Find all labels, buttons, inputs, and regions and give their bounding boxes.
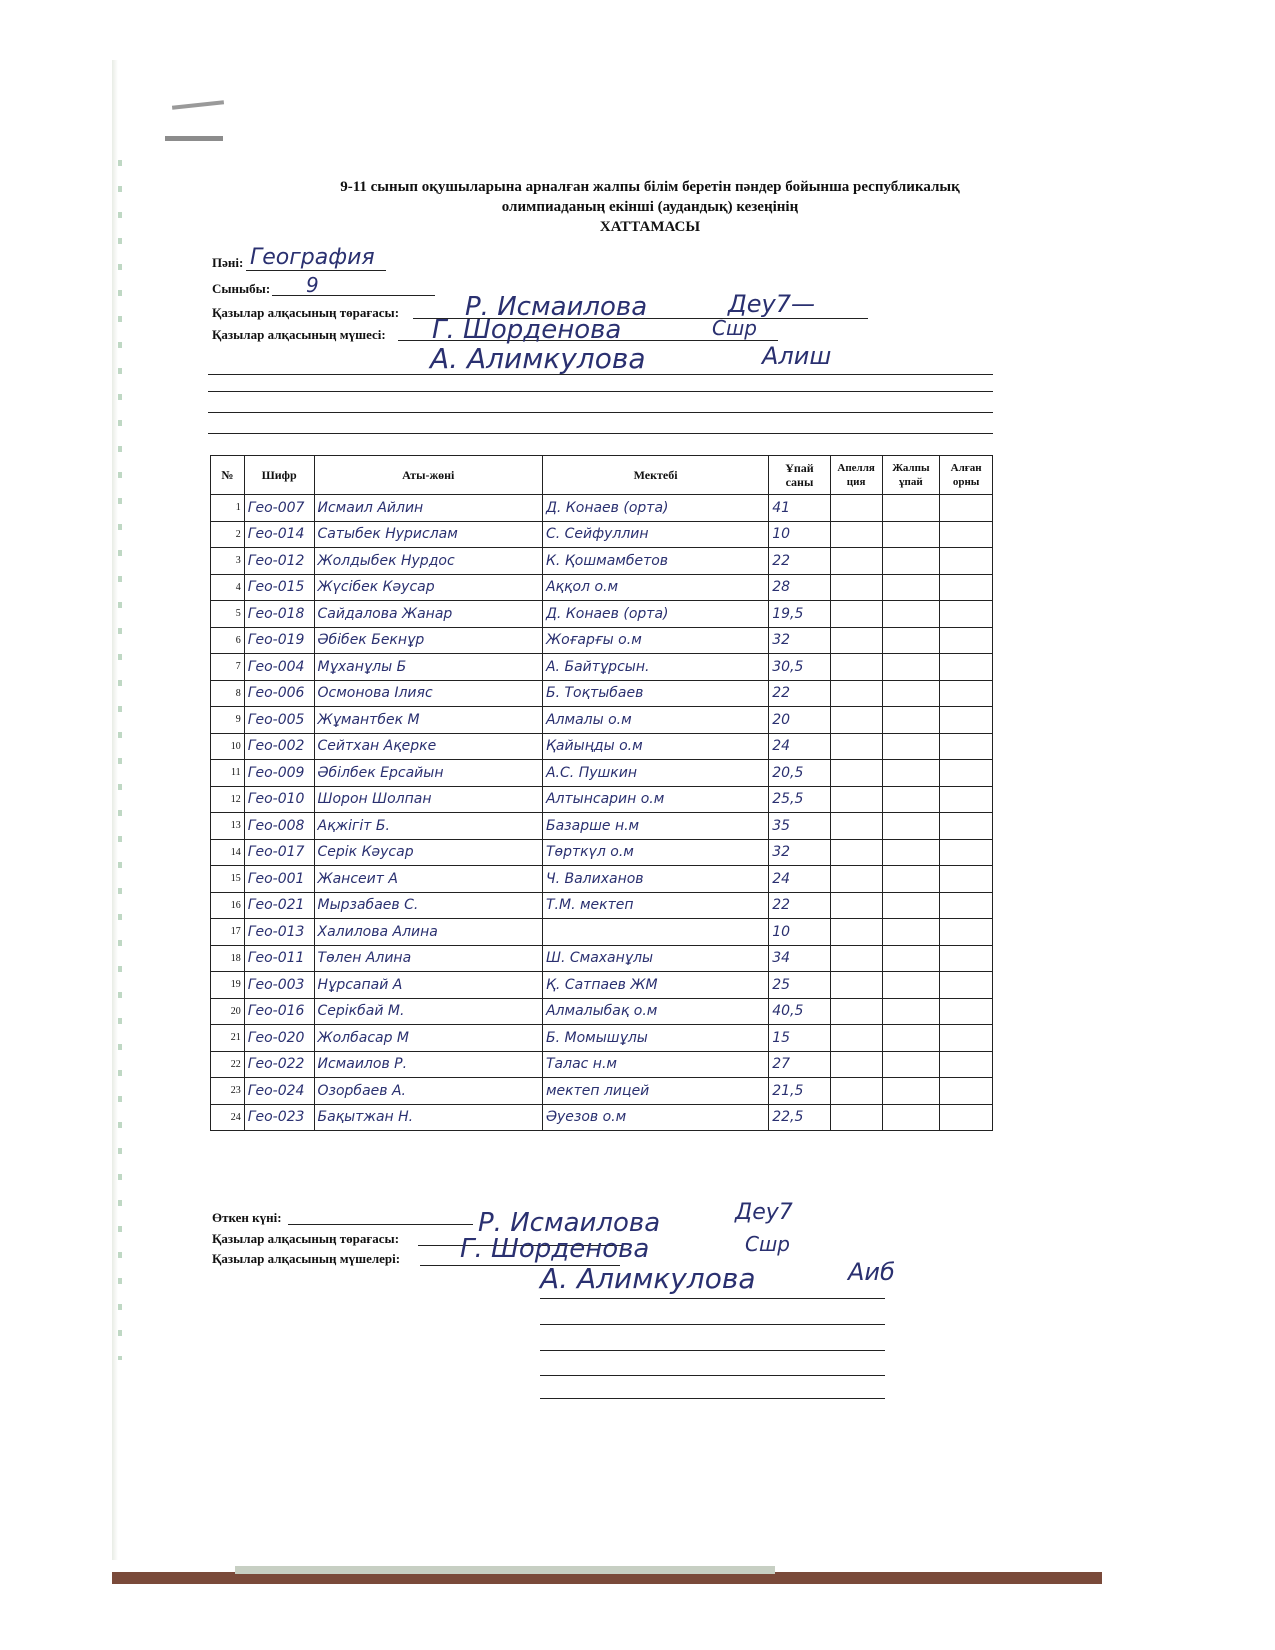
table-row: [211, 627, 993, 654]
row-appeal: [830, 998, 882, 1025]
row-name: Сейтхан Ақерке: [314, 733, 542, 760]
row-school: Алмалыбақ о.м: [542, 998, 768, 1025]
table-header-row: [211, 456, 993, 495]
row-appeal: [830, 627, 882, 654]
row-name: Осмонова Ілияс: [314, 680, 542, 707]
row-place: [940, 866, 993, 893]
row-code: Гео-023: [244, 1104, 314, 1131]
row-place: [940, 654, 993, 681]
table-row: [211, 1104, 993, 1131]
row-number: 14: [211, 839, 245, 866]
row-school: А.С. Пушкин: [542, 760, 768, 787]
row-place: [940, 839, 993, 866]
table-row: [211, 521, 993, 548]
row-school: [542, 919, 768, 946]
row-score: 19,5: [769, 601, 831, 628]
row-score: 32: [769, 627, 831, 654]
row-appeal: [830, 548, 882, 575]
row-number: 9: [211, 707, 245, 734]
row-name: Жансеит А: [314, 866, 542, 893]
blank-line: [540, 1298, 885, 1299]
row-number: 21: [211, 1025, 245, 1052]
row-appeal: [830, 839, 882, 866]
title-line-1: 9-11 сынып оқушыларына арналған жалпы білім беретін пәндер бойынша республикалық: [340, 179, 960, 195]
row-score: 20,5: [769, 760, 831, 787]
row-score: 25,5: [769, 786, 831, 813]
row-code: Гео-020: [244, 1025, 314, 1052]
row-name: Әбілбек Ерсайын: [314, 760, 542, 787]
row-appeal: [830, 972, 882, 999]
table-row: [211, 866, 993, 893]
row-total: [882, 707, 940, 734]
row-number: 19: [211, 972, 245, 999]
row-place: [940, 760, 993, 787]
table-row: [211, 839, 993, 866]
row-number: 3: [211, 548, 245, 575]
table-row: [211, 733, 993, 760]
row-name: Исмаил Айлин: [314, 495, 542, 522]
row-place: [940, 1025, 993, 1052]
row-total: [882, 733, 940, 760]
row-total: [882, 495, 940, 522]
row-name: Сайдалова Жанар: [314, 601, 542, 628]
footer-chair-value: Р. Исмаилова: [478, 1208, 661, 1238]
row-school: Алмалы о.м: [542, 707, 768, 734]
row-school: Т.М. мектеп: [542, 892, 768, 919]
row-total: [882, 1051, 940, 1078]
table-body: [211, 495, 993, 1131]
table-row: [211, 1078, 993, 1105]
row-number: 2: [211, 521, 245, 548]
row-total: [882, 839, 940, 866]
row-appeal: [830, 1025, 882, 1052]
row-school: Аққол о.м: [542, 574, 768, 601]
row-appeal: [830, 919, 882, 946]
col-total-header: Жалпы ұпай: [882, 456, 940, 495]
row-place: [940, 786, 993, 813]
row-score: 25: [769, 972, 831, 999]
row-name: Нұрсапай А: [314, 972, 542, 999]
row-school: А. Байтұрсын.: [542, 654, 768, 681]
row-code: Гео-007: [244, 495, 314, 522]
row-number: 24: [211, 1104, 245, 1131]
row-total: [882, 786, 940, 813]
row-code: Гео-014: [244, 521, 314, 548]
row-place: [940, 1104, 993, 1131]
row-name: Серікбай М.: [314, 998, 542, 1025]
col-code-header: Шифр: [244, 456, 314, 495]
row-score: 32: [769, 839, 831, 866]
row-name: Әбібек Бекнұр: [314, 627, 542, 654]
row-total: [882, 760, 940, 787]
row-number: 5: [211, 601, 245, 628]
row-total: [882, 1104, 940, 1131]
row-place: [940, 998, 993, 1025]
row-total: [882, 627, 940, 654]
row-appeal: [830, 945, 882, 972]
row-name: Исмаилов Р.: [314, 1051, 542, 1078]
row-appeal: [830, 495, 882, 522]
row-school: Жоғарғы о.м: [542, 627, 768, 654]
row-total: [882, 972, 940, 999]
table-row: [211, 972, 993, 999]
blank-line: [540, 1324, 885, 1325]
row-place: [940, 601, 993, 628]
row-code: Гео-004: [244, 654, 314, 681]
row-score: 30,5: [769, 654, 831, 681]
row-name: Жүсібек Кәусар: [314, 574, 542, 601]
row-total: [882, 919, 940, 946]
row-number: 13: [211, 813, 245, 840]
row-place: [940, 680, 993, 707]
row-number: 18: [211, 945, 245, 972]
row-name: Халилова Алина: [314, 919, 542, 946]
table-row: [211, 680, 993, 707]
row-place: [940, 521, 993, 548]
blank-line: [540, 1350, 885, 1351]
row-total: [882, 998, 940, 1025]
row-school: Б. Момышұлы: [542, 1025, 768, 1052]
row-number: 1: [211, 495, 245, 522]
col-number-header: №: [211, 456, 245, 495]
chair-label: Қазылар алқасының төрағасы:: [212, 305, 400, 320]
row-school: Қ. Сатпаев ЖМ: [542, 972, 768, 999]
grade-underline: [272, 295, 435, 296]
title-line-2: олимпиаданың екінші (аудандық) кезеңінің: [501, 199, 799, 215]
underlying-paper-edge: [235, 1566, 775, 1574]
row-school: Төрткүл о.м: [542, 839, 768, 866]
footer-member-2-signature: Аиб: [848, 1258, 895, 1286]
row-code: Гео-018: [244, 601, 314, 628]
row-name: Шорон Шолпан: [314, 786, 542, 813]
row-score: 24: [769, 866, 831, 893]
row-school: К. Қошмамбетов: [542, 548, 768, 575]
col-place-header: Алған орны: [940, 456, 993, 495]
row-place: [940, 495, 993, 522]
row-number: 20: [211, 998, 245, 1025]
row-total: [882, 601, 940, 628]
row-score: 27: [769, 1051, 831, 1078]
row-appeal: [830, 601, 882, 628]
row-school: Базарше н.м: [542, 813, 768, 840]
row-name: Бақытжан Н.: [314, 1104, 542, 1131]
table-row: [211, 813, 993, 840]
row-total: [882, 945, 940, 972]
row-number: 4: [211, 574, 245, 601]
grade-value: 9: [306, 273, 319, 297]
member-2-value: А. Алимкулова: [430, 342, 646, 375]
table-row: [211, 1051, 993, 1078]
row-school: Талас н.м: [542, 1051, 768, 1078]
footer-member-2-value: А. Алимкулова: [540, 1262, 756, 1295]
row-name: Мырзабаев С.: [314, 892, 542, 919]
row-school: Ш. Смаханұлы: [542, 945, 768, 972]
row-total: [882, 521, 940, 548]
row-code: Гео-022: [244, 1051, 314, 1078]
results-table: [210, 455, 993, 1131]
row-code: Гео-001: [244, 866, 314, 893]
row-code: Гео-019: [244, 627, 314, 654]
row-school: Алтынсарин о.м: [542, 786, 768, 813]
row-code: Гео-024: [244, 1078, 314, 1105]
row-number: 10: [211, 733, 245, 760]
row-school: Ч. Валиханов: [542, 866, 768, 893]
row-score: 35: [769, 813, 831, 840]
blank-line: [208, 412, 993, 413]
document-title: [150, 177, 1150, 237]
row-total: [882, 813, 940, 840]
title-line-3: ХАТТАМАСЫ: [599, 219, 701, 235]
row-place: [940, 548, 993, 575]
row-total: [882, 1078, 940, 1105]
row-score: 28: [769, 574, 831, 601]
row-number: 6: [211, 627, 245, 654]
table-row: [211, 654, 993, 681]
table-row: [211, 892, 993, 919]
row-code: Гео-010: [244, 786, 314, 813]
chair-value: Р. Исмаилова: [465, 292, 648, 322]
blank-line: [208, 374, 993, 375]
footer-member-1-signature: Сшр: [745, 1232, 790, 1256]
row-total: [882, 654, 940, 681]
blank-line: [208, 391, 993, 392]
row-number: 7: [211, 654, 245, 681]
row-name: Мұханұлы Б: [314, 654, 542, 681]
row-code: Гео-005: [244, 707, 314, 734]
row-appeal: [830, 892, 882, 919]
row-score: 22: [769, 680, 831, 707]
row-appeal: [830, 707, 882, 734]
row-total: [882, 866, 940, 893]
row-name: Төлен Алина: [314, 945, 542, 972]
col-appeal-header: Апелля ция: [830, 456, 882, 495]
row-score: 22: [769, 892, 831, 919]
row-number: 12: [211, 786, 245, 813]
row-school: С. Сейфуллин: [542, 521, 768, 548]
row-appeal: [830, 1078, 882, 1105]
subject-value: География: [250, 245, 375, 270]
row-code: Гео-011: [244, 945, 314, 972]
row-appeal: [830, 733, 882, 760]
row-place: [940, 574, 993, 601]
row-score: 24: [769, 733, 831, 760]
row-number: 16: [211, 892, 245, 919]
row-school: Д. Конаев (орта): [542, 601, 768, 628]
blank-line: [208, 433, 993, 434]
row-appeal: [830, 786, 882, 813]
row-place: [940, 919, 993, 946]
footer-members-label: Қазылар алқасының мүшелері:: [212, 1251, 401, 1266]
table-row: [211, 601, 993, 628]
staple-mark: [165, 136, 223, 141]
row-appeal: [830, 574, 882, 601]
row-code: Гео-013: [244, 919, 314, 946]
row-code: Гео-012: [244, 548, 314, 575]
table-row: [211, 574, 993, 601]
blank-line: [540, 1375, 885, 1376]
row-score: 15: [769, 1025, 831, 1052]
table-row: [211, 760, 993, 787]
footer-chair-label: Қазылар алқасының төрағасы:: [212, 1231, 400, 1246]
row-name: Ақжігіт Б.: [314, 813, 542, 840]
row-appeal: [830, 813, 882, 840]
footer-chair-signature: Деу7: [735, 1200, 793, 1225]
row-school: Б. Тоқтыбаев: [542, 680, 768, 707]
member-2-signature: Алиш: [762, 342, 832, 370]
row-appeal: [830, 521, 882, 548]
table-row: [211, 786, 993, 813]
row-total: [882, 548, 940, 575]
row-code: Гео-016: [244, 998, 314, 1025]
table-row: [211, 945, 993, 972]
row-score: 41: [769, 495, 831, 522]
row-appeal: [830, 680, 882, 707]
row-score: 22,5: [769, 1104, 831, 1131]
row-name: Жұмантбек М: [314, 707, 542, 734]
row-place: [940, 813, 993, 840]
left-margin-marks: [118, 160, 122, 1360]
member-1-signature: Сшр: [712, 316, 757, 340]
row-name: Озорбаев А.: [314, 1078, 542, 1105]
row-place: [940, 892, 993, 919]
date-label: Өткен күні:: [212, 1210, 282, 1225]
table-row: [211, 998, 993, 1025]
row-score: 20: [769, 707, 831, 734]
table-row: [211, 707, 993, 734]
row-total: [882, 574, 940, 601]
row-place: [940, 1078, 993, 1105]
row-score: 21,5: [769, 1078, 831, 1105]
row-score: 22: [769, 548, 831, 575]
row-total: [882, 680, 940, 707]
row-appeal: [830, 1104, 882, 1131]
chair-signature: Деу7—: [728, 290, 815, 318]
col-school-header: Мектебі: [542, 456, 768, 495]
row-appeal: [830, 654, 882, 681]
row-code: Гео-008: [244, 813, 314, 840]
row-number: 8: [211, 680, 245, 707]
grade-label: Сыныбы:: [212, 281, 271, 296]
row-place: [940, 627, 993, 654]
subject-label: Пәні:: [212, 255, 244, 270]
member-label: Қазылар алқасының мүшесі:: [212, 327, 386, 342]
table-row: [211, 548, 993, 575]
row-name: Жолдыбек Нурдос: [314, 548, 542, 575]
table-row: [211, 919, 993, 946]
row-code: Гео-015: [244, 574, 314, 601]
row-number: 23: [211, 1078, 245, 1105]
row-score: 10: [769, 919, 831, 946]
subject-underline: [246, 270, 386, 271]
row-appeal: [830, 760, 882, 787]
row-place: [940, 945, 993, 972]
table-row: [211, 495, 993, 522]
blank-line: [540, 1398, 885, 1399]
row-place: [940, 707, 993, 734]
row-place: [940, 733, 993, 760]
row-number: 22: [211, 1051, 245, 1078]
row-code: Гео-009: [244, 760, 314, 787]
row-place: [940, 972, 993, 999]
row-code: Гео-003: [244, 972, 314, 999]
row-place: [940, 1051, 993, 1078]
col-score-header: Ұпай саны: [769, 456, 831, 495]
row-school: мектеп лицей: [542, 1078, 768, 1105]
row-code: Гео-021: [244, 892, 314, 919]
row-name: Серік Кәусар: [314, 839, 542, 866]
row-school: Қайыңды о.м: [542, 733, 768, 760]
row-code: Гео-002: [244, 733, 314, 760]
row-number: 11: [211, 760, 245, 787]
row-number: 15: [211, 866, 245, 893]
footer-member-1-value: Г. Шорденова: [460, 1234, 650, 1264]
date-underline: [288, 1224, 473, 1225]
table-row: [211, 1025, 993, 1052]
row-score: 10: [769, 521, 831, 548]
row-name: Сатыбек Нурислам: [314, 521, 542, 548]
row-school: Әуезов о.м: [542, 1104, 768, 1131]
row-number: 17: [211, 919, 245, 946]
row-score: 40,5: [769, 998, 831, 1025]
row-score: 34: [769, 945, 831, 972]
member-1-value: Г. Шорденова: [432, 315, 622, 345]
row-school: Д. Конаев (орта): [542, 495, 768, 522]
row-code: Гео-006: [244, 680, 314, 707]
row-name: Жолбасар М: [314, 1025, 542, 1052]
row-code: Гео-017: [244, 839, 314, 866]
row-appeal: [830, 866, 882, 893]
row-total: [882, 892, 940, 919]
row-total: [882, 1025, 940, 1052]
row-appeal: [830, 1051, 882, 1078]
col-name-header: Аты-жөні: [314, 456, 542, 495]
